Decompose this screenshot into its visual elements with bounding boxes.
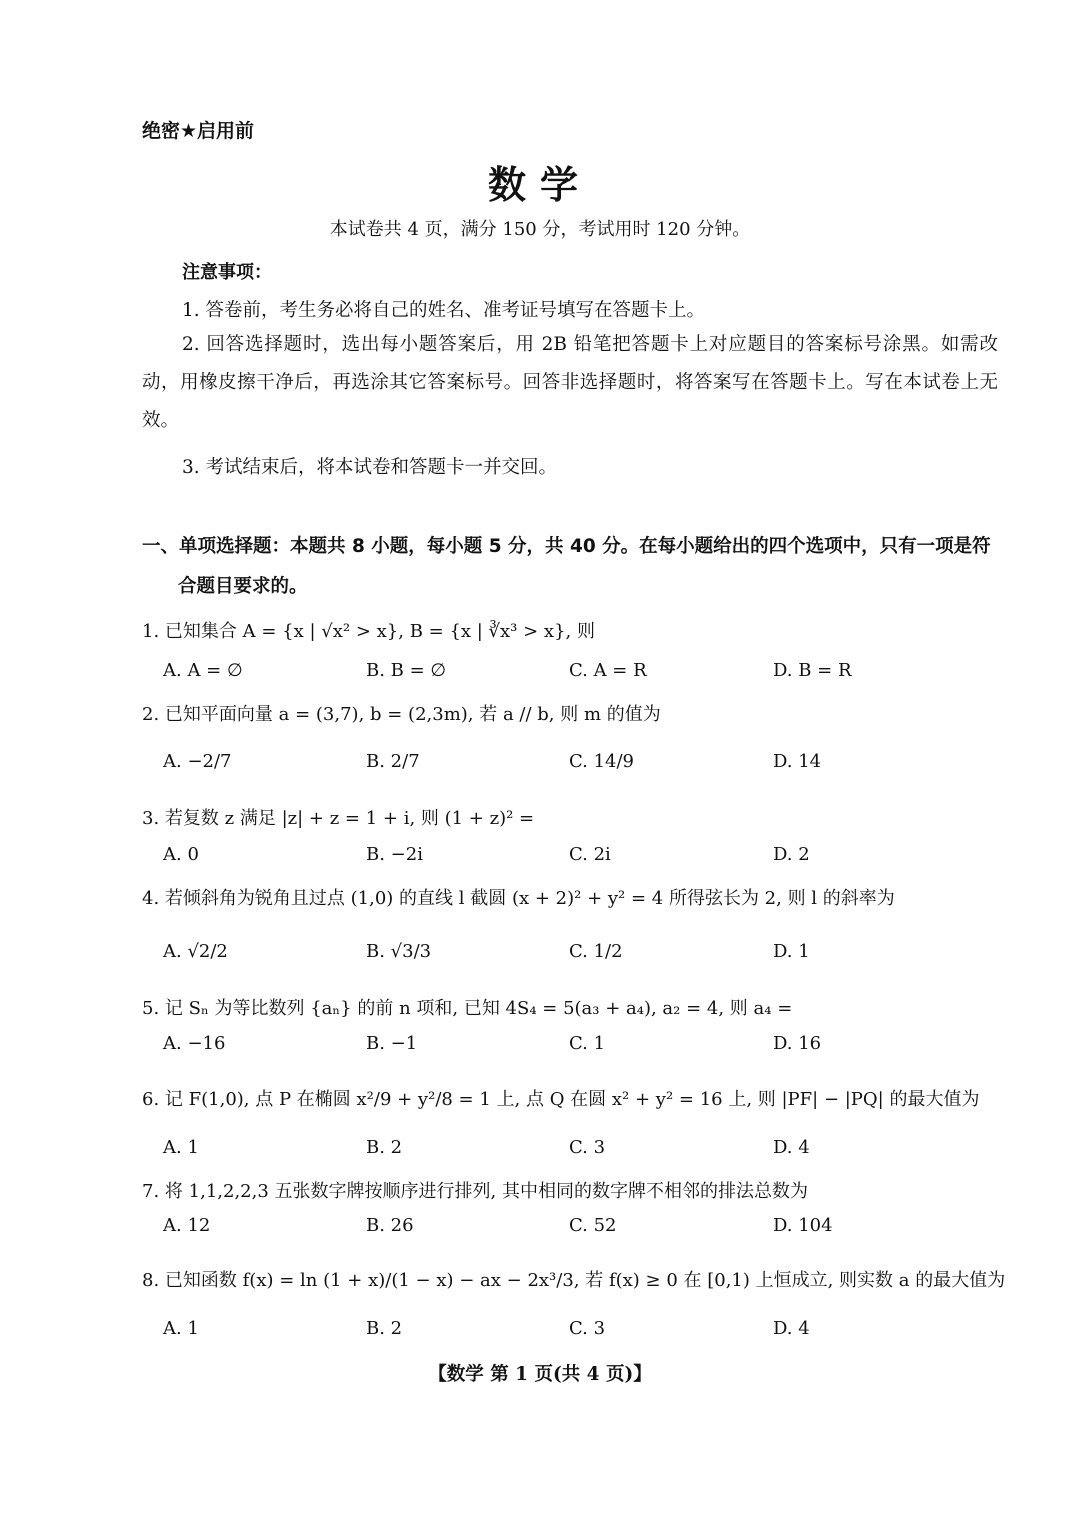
question-stem: 若倾斜角为锐角且过点 (1,0) 的直线 l 截圆 (x + 2)² + y² = 4 所得弦长为 2, 则 l 的斜率为	[164, 888, 895, 909]
page-footer: 【数学 第 1 页(共 4 页)】	[428, 1364, 652, 1385]
question-number: 6.	[142, 1089, 160, 1110]
question-number: 5.	[142, 998, 160, 1019]
question-stem: 已知平面向量 a = (3,7), b = (2,3m), 若 a // b, 则 m 的值为	[164, 704, 661, 725]
q1-option-b[interactable]: B. B = ∅	[366, 660, 447, 681]
q7-option-d[interactable]: D. 104	[773, 1215, 833, 1236]
q6-option-a[interactable]: A. 1	[163, 1137, 199, 1158]
q7-option-b[interactable]: B. 26	[366, 1215, 414, 1236]
question-stem: 记 Sₙ 为等比数列 {aₙ} 的前 n 项和, 已知 4S₄ = 5(a₃ + a₄), a₂ = 4, 则 a₄ =	[164, 998, 793, 1019]
q8-option-d[interactable]: D. 4	[773, 1318, 810, 1339]
question-number: 8.	[142, 1270, 160, 1291]
q3-option-d[interactable]: D. 2	[773, 844, 810, 865]
notice-item-1: 1. 答卷前，考生务必将自己的姓名、准考证号填写在答题卡上。	[182, 300, 706, 321]
q5-option-d[interactable]: D. 16	[773, 1033, 822, 1054]
question-7	[142, 1177, 808, 1203]
notice-item-3: 3. 考试结束后，将本试卷和答题卡一并交回。	[182, 457, 558, 478]
question-5	[142, 994, 792, 1020]
q6-option-c[interactable]: C. 3	[569, 1137, 606, 1158]
q5-option-b[interactable]: B. −1	[366, 1033, 418, 1054]
q4-option-c[interactable]: C. 1/2	[569, 941, 623, 962]
section-heading-cont: 合题目要求的。	[178, 576, 308, 597]
q1-option-d[interactable]: D. B = R	[773, 660, 852, 681]
exam-subtitle: 本试卷共 4 页，满分 150 分，考试用时 120 分钟。	[329, 219, 751, 240]
q2-option-b[interactable]: B. 2/7	[366, 751, 420, 772]
question-4	[142, 884, 895, 910]
question-stem: 已知集合 A = {x | √x² > x}, B = {x | ∛x³ > x}, 则	[164, 621, 595, 642]
question-8	[142, 1266, 1005, 1292]
q3-option-a[interactable]: A. 0	[163, 844, 199, 865]
question-stem: 已知函数 f(x) = ln (1 + x)/(1 − x) − ax − 2x³/3, 若 f(x) ≥ 0 在 [0,1) 上恒成立, 则实数 a 的最大值为	[164, 1270, 1006, 1291]
question-stem: 若复数 z 满足 |z| + z = 1 + i, 则 (1 + z)² =	[164, 808, 535, 829]
q6-option-d[interactable]: D. 4	[773, 1137, 810, 1158]
q2-option-d[interactable]: D. 14	[773, 751, 822, 772]
q5-option-c[interactable]: C. 1	[569, 1033, 606, 1054]
q4-option-a[interactable]: A. √2/2	[163, 941, 228, 962]
q5-option-a[interactable]: A. −16	[163, 1033, 226, 1054]
question-stem: 将 1,1,2,2,3 五张数字牌按顺序进行排列, 其中相同的数字牌不相邻的排法总数为	[164, 1181, 808, 1202]
question-6	[142, 1085, 979, 1111]
q7-option-a[interactable]: A. 12	[163, 1215, 211, 1236]
question-stem: 记 F(1,0), 点 P 在椭圆 x²/9 + y²/8 = 1 上, 点 Q 在圆 x² + y² = 16 上, 则 |PF| − |PQ| 的最大值为	[164, 1089, 980, 1110]
question-number: 2.	[142, 704, 160, 725]
q6-option-b[interactable]: B. 2	[366, 1137, 403, 1158]
q7-option-c[interactable]: C. 52	[569, 1215, 617, 1236]
question-number: 1.	[142, 621, 160, 642]
q8-option-c[interactable]: C. 3	[569, 1318, 606, 1339]
question-number: 4.	[142, 888, 160, 909]
notice-heading: 注意事项：	[182, 262, 272, 283]
q1-option-a[interactable]: A. A = ∅	[163, 660, 243, 681]
q4-option-d[interactable]: D. 1	[773, 941, 810, 962]
question-number: 7.	[142, 1181, 160, 1202]
confidential-label: 绝密★启用前	[142, 120, 255, 142]
q4-option-b[interactable]: B. √3/3	[366, 941, 432, 962]
q8-option-a[interactable]: A. 1	[163, 1318, 199, 1339]
question-3	[142, 804, 534, 830]
q3-option-c[interactable]: C. 2i	[569, 844, 611, 865]
section-heading: 一、单项选择题：本题共 8 小题，每小题 5 分，共 40 分。在每小题给出的四个选项中，只有一项是符	[142, 536, 991, 557]
notice-item-2: 2. 回答选择题时，选出每小题答案后，用 2B 铅笔把答题卡上对应题目的答案标号涂黑。如需改动，用橡皮擦干净后，再选涂其它答案标号。回答非选择题时，将答案写在答题卡上。写在本试卷上无效。	[142, 334, 998, 431]
question-number: 3.	[142, 808, 160, 829]
q8-option-b[interactable]: B. 2	[366, 1318, 403, 1339]
exam-title: 数学	[487, 163, 592, 207]
q3-option-b[interactable]: B. −2i	[366, 844, 423, 865]
q2-option-c[interactable]: C. 14/9	[569, 751, 634, 772]
question-2	[142, 700, 661, 726]
q2-option-a[interactable]: A. −2/7	[163, 751, 232, 772]
question-1	[142, 617, 595, 643]
q1-option-c[interactable]: C. A = R	[569, 660, 647, 681]
